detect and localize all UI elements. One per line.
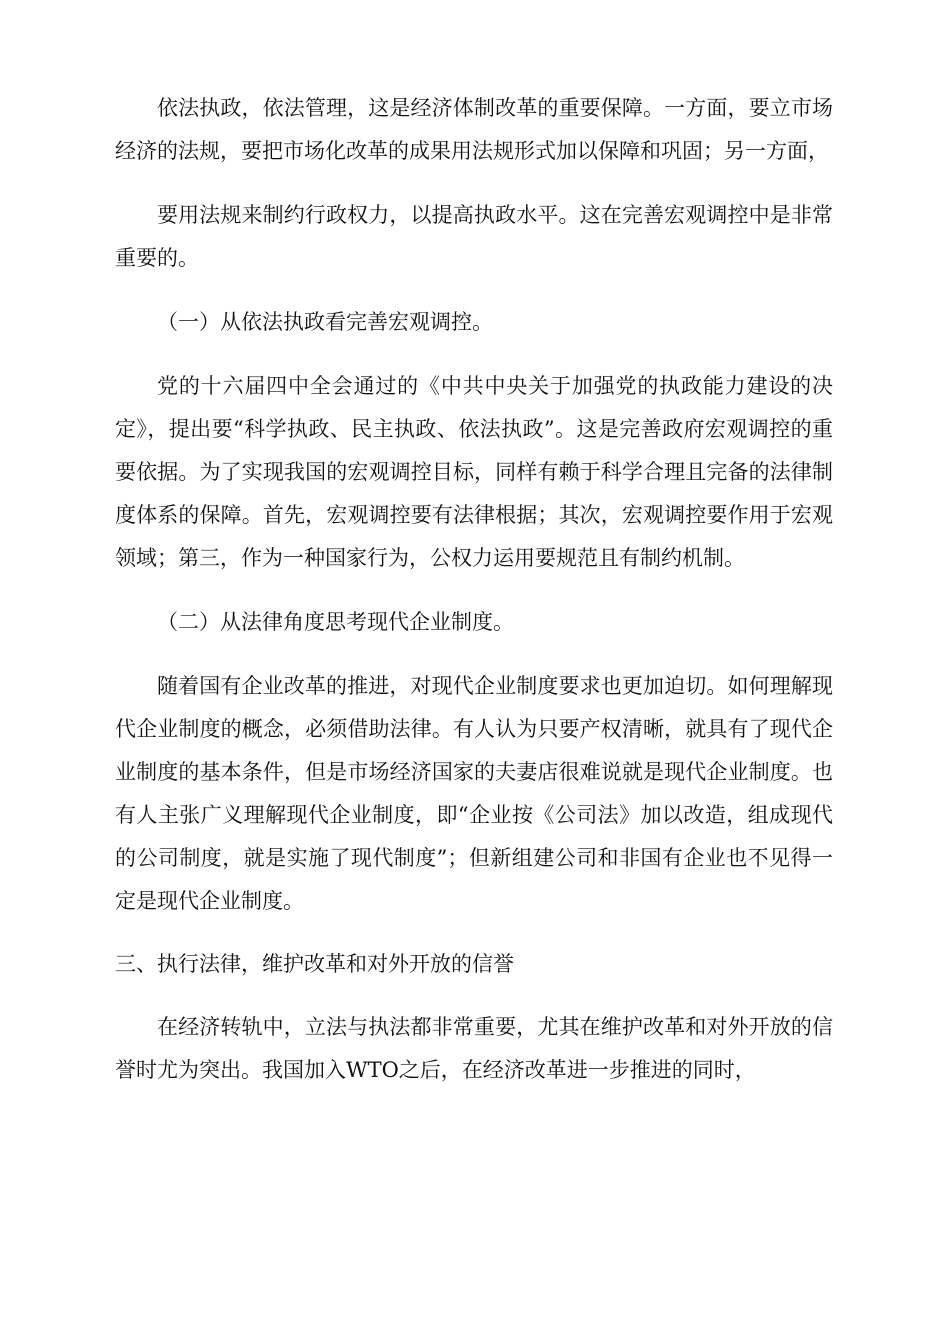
paragraph-enterprise-system: 随着国有企业改革的推进，对现代企业制度要求也更加迫切。如何理解现代企业制度的概念，必须借助法律。有人认为只要产权清晰，就具有了现代企业制度的基本条件，但是市场经济国家的夫妻店很难说就是现代企业制度。也有人主张广义理解现代企业制度，即“企业按《公司法》加以改造，组成现代的公司制度，就是实施了现代制度”；但新组建公司和非国有企业也不见得一定是现代企业制度。 (115, 674, 833, 913)
document-body (115, 87, 833, 1092)
section-heading-macro-control: （一）从依法执政看完善宏观调控。 (157, 310, 493, 334)
section-heading-enforce-law: 三、执行法律，维护改革和对外开放的信誉 (115, 952, 514, 976)
paragraph-regulate-power: 要用法规来制约行政权力，以提高执政水平。这在完善宏观调控中是非常重要的。 (115, 203, 833, 270)
paragraph-macro-control: 党的十六届四中全会通过的《中共中央关于加强党的执政能力建设的决定》，提出要“科学执政、民主执政、依法执政”。这是完善政府宏观调控的重要依据。为了实现我国的宏观调控目标，同样有赖于科学合理且完备的法律制度体系的保障。首先，宏观调控要有法律根据；其次，宏观调控要作用于宏观领域；第三，作为一种国家行为，公权力运用要规范且有制约机制。 (115, 374, 833, 570)
section-heading-enterprise-system: （二）从法律角度思考现代企业制度。 (157, 610, 514, 634)
paragraph-enforcement: 在经济转轨中，立法与执法都非常重要，尤其在维护改革和对外开放的信誉时尤为突出。我国加入WTO之后，在经济改革进一步推进的同时， (115, 1015, 833, 1082)
paragraph-rule-of-law-intro: 依法执政，依法管理，这是经济体制改革的重要保障。一方面，要立市场经济的法规，要把市场化改革的成果用法规形式加以保障和巩固；另一方面， (115, 96, 833, 163)
